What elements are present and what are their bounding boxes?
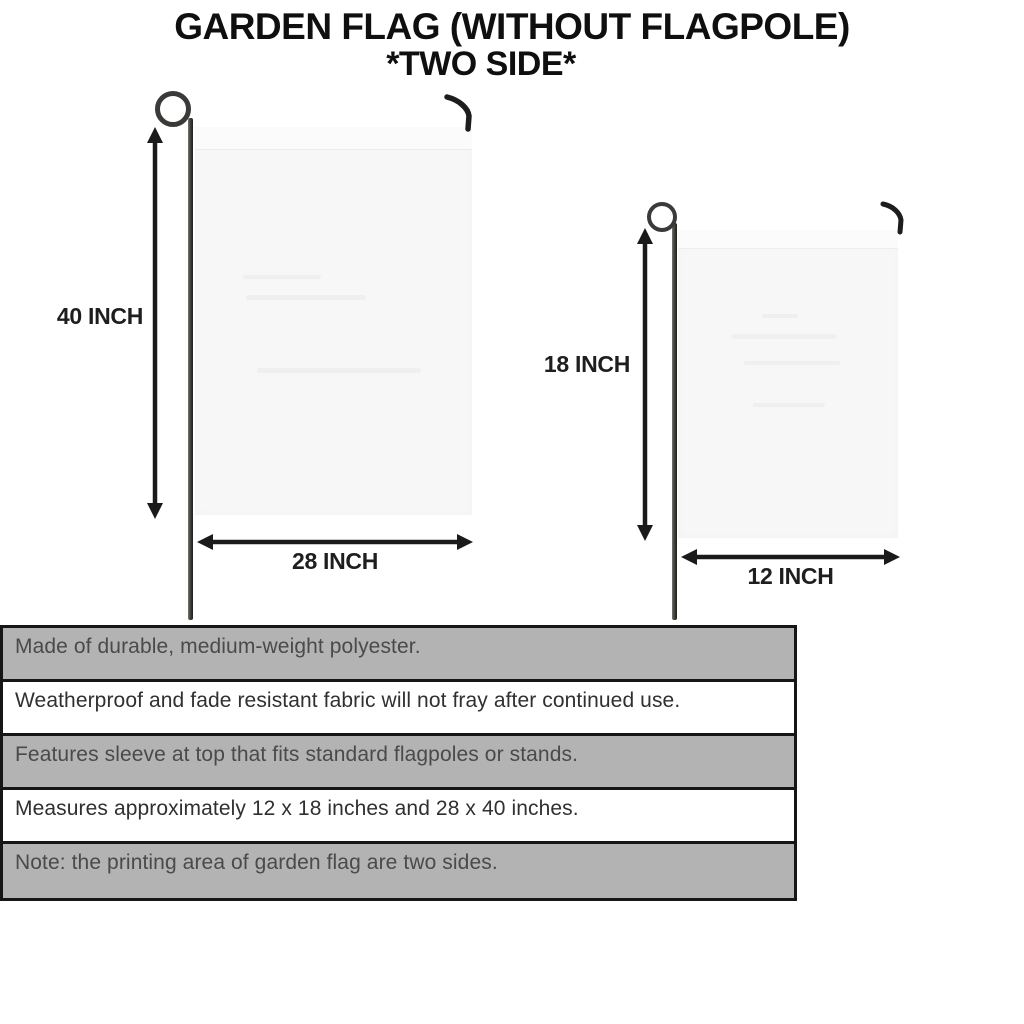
height-dimension-label: 40 INCH [56,303,143,329]
feature-row: Features sleeve at top that fits standard flagpoles or stands. [3,736,794,790]
flag-fabric [678,230,898,538]
height-dimension-arrow [635,227,655,542]
fabric-crease [731,334,837,339]
fabric-crease [257,368,421,373]
width-dimension-label: 28 INCH [291,548,379,574]
flag-sleeve [678,230,898,249]
flag-pole [188,118,193,620]
flag-pole [672,223,677,620]
height-dimension-label: 18 INCH [543,351,630,377]
height-dimension-arrow [145,126,165,520]
flag-fabric [195,127,472,515]
feature-row: Weatherproof and fade resistant fabric will not fray after continued use. [3,682,794,736]
fabric-crease [243,275,321,279]
page-subtitle: *TWO SIDE* [386,45,576,83]
fabric-crease [762,314,798,318]
feature-row: Note: the printing area of garden flag are two sides. [3,844,794,898]
pole-hook [880,201,907,235]
fabric-crease [744,361,840,365]
feature-row: Made of durable, medium-weight polyester. [3,628,794,682]
pole-loop [155,91,191,127]
page-title: GARDEN FLAG (WITHOUT FLAGPOLE) [174,6,850,47]
flag-sleeve [195,127,472,150]
features-table [0,625,797,901]
width-dimension-label: 12 INCH [747,563,834,589]
feature-row: Measures approximately 12 x 18 inches and 28 x 40 inches. [3,790,794,844]
fabric-crease [753,403,825,407]
fabric-crease [246,295,366,300]
pole-hook [444,94,476,132]
